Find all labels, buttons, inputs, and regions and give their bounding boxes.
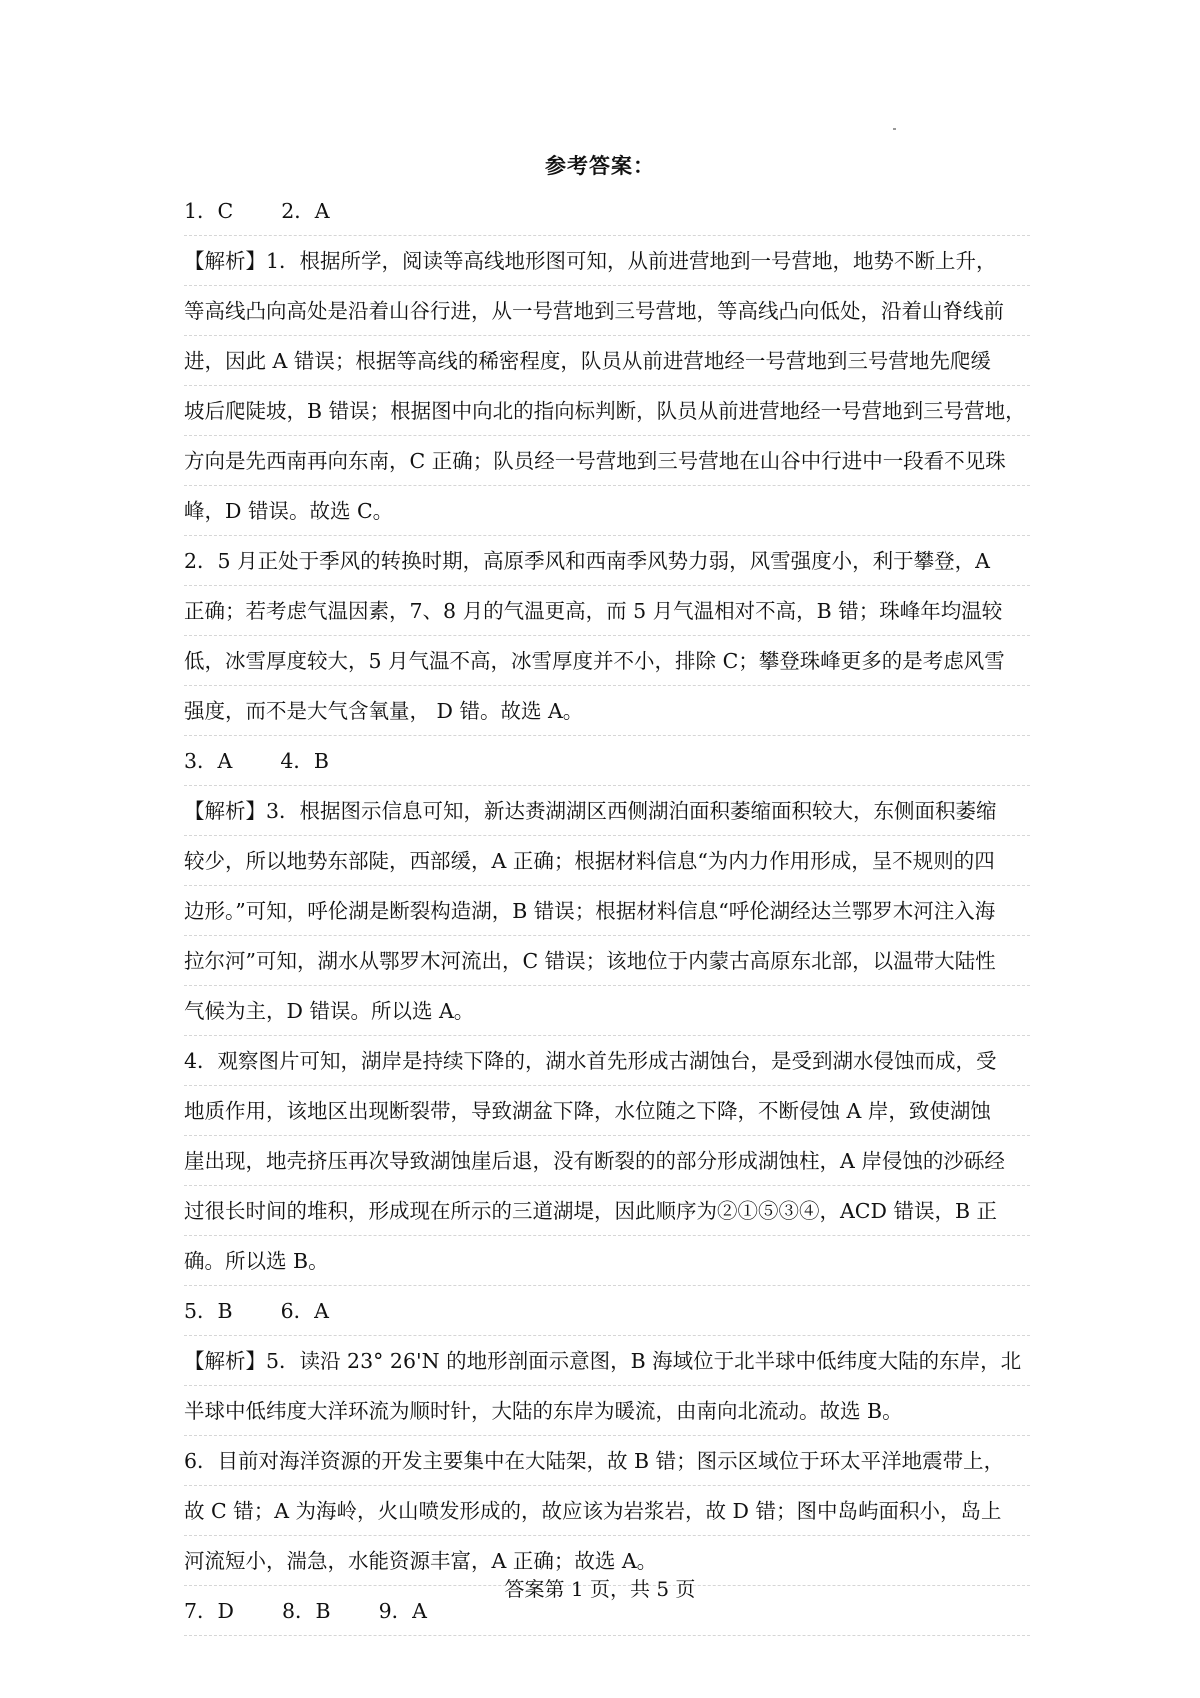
explanation-line: 【解析】3．根据图示信息可知，新达赉湖湖区西侧湖泊面积萎缩面积较大，东侧面积萎缩 <box>184 786 1030 836</box>
answer-content <box>184 186 1030 1636</box>
explanation-line: 正确；若考虑气温因素，7、8 月的气温更高，而 5 月气温相对不高，B 错；珠峰年均温较 <box>184 586 1030 636</box>
answer-item: 7．D <box>184 1599 234 1623</box>
answer-key-line <box>184 736 1030 786</box>
explanation-line: 崖出现，地壳挤压再次导致湖蚀崖后退，没有断裂的的部分形成湖蚀柱，A 岸侵蚀的沙砾经 <box>184 1136 1030 1186</box>
explanation-line: 低，冰雪厚度较大，5 月气温不高，冰雪厚度并不小，排除 C；攀登珠峰更多的是考虑风雪 <box>184 636 1030 686</box>
explanation-line: 边形。”可知，呼伦湖是断裂构造湖，B 错误；根据材料信息“呼伦湖经达兰鄂罗木河注入海 <box>184 886 1030 936</box>
page-title: 参考答案： <box>545 153 655 178</box>
answer-item: 5．B <box>184 1299 233 1323</box>
explanation-line: 【解析】5．读沿 23° 26'N 的地形剖面示意图，B 海域位于北半球中低纬度大陆的东岸，北 <box>184 1336 1030 1386</box>
answer-item: 3．A <box>184 749 233 773</box>
explanation-line: 确。所以选 B。 <box>184 1236 1030 1286</box>
answer-key-line <box>184 186 1030 236</box>
explanation-line: 方向是先西南再向东南，C 正确；队员经一号营地到三号营地在山谷中行进中一段看不见珠 <box>184 436 1030 486</box>
explanation-line: 坡后爬陡坡，B 错误；根据图中向北的指向标判断，队员从前进营地经一号营地到三号营地， <box>184 386 1030 436</box>
explanation-line: 地质作用，该地区出现断裂带，导致湖盆下降，水位随之下降，不断侵蚀 A 岸，致使湖蚀 <box>184 1086 1030 1136</box>
explanation-line: 4．观察图片可知，湖岸是持续下降的，湖水首先形成古湖蚀台，是受到湖水侵蚀而成，受 <box>184 1036 1030 1086</box>
page-footer: 答案第 1 页，共 5 页 <box>504 1577 696 1601</box>
scan-speck <box>893 128 896 130</box>
answer-item: 4．B <box>280 749 329 773</box>
explanation-line: 半球中低纬度大洋环流为顺时针，大陆的东岸为暖流，由南向北流动。故选 B。 <box>184 1386 1030 1436</box>
answer-item: 6．A <box>280 1299 329 1323</box>
explanation-line: 过很长时间的堆积，形成现在所示的三道湖堤，因此顺序为②①⑤③④，ACD 错误，B 正 <box>184 1186 1030 1236</box>
explanation-line: 拉尔河”可知，湖水从鄂罗木河流出，C 错误；该地位于内蒙古高原东北部，以温带大陆性 <box>184 936 1030 986</box>
explanation-line: 较少，所以地势东部陡，西部缓，A 正确；根据材料信息“为内力作用形成，呈不规则的四 <box>184 836 1030 886</box>
explanation-line: 河流短小，湍急，水能资源丰富，A 正确；故选 A。 <box>184 1536 1030 1586</box>
explanation-line: 强度，而不是大气含氧量， D 错。故选 A。 <box>184 686 1030 736</box>
explanation-line: 2．5 月正处于季风的转换时期，高原季风和西南季风势力弱，风雪强度小，利于攀登，A <box>184 536 1030 586</box>
explanation-line: 【解析】1．根据所学，阅读等高线地形图可知，从前进营地到一号营地，地势不断上升， <box>184 236 1030 286</box>
answer-item: 9．A <box>378 1599 427 1623</box>
explanation-line: 6．目前对海洋资源的开发主要集中在大陆架，故 B 错；图示区域位于环太平洋地震带上， <box>184 1436 1030 1486</box>
explanation-line: 进，因此 A 错误；根据等高线的稀密程度，队员从前进营地经一号营地到三号营地先爬缓 <box>184 336 1030 386</box>
answer-item: 8．B <box>281 1599 331 1623</box>
answer-item: 1．C <box>184 199 234 223</box>
explanation-line: 故 C 错；A 为海岭，火山喷发形成的，故应该为岩浆岩，故 D 错；图中岛屿面积小，岛上 <box>184 1486 1030 1536</box>
explanation-line: 等高线凸向高处是沿着山谷行进，从一号营地到三号营地，等高线凸向低处，沿着山脊线前 <box>184 286 1030 336</box>
explanation-line: 峰，D 错误。故选 C。 <box>184 486 1030 536</box>
answer-key-line <box>184 1286 1030 1336</box>
answer-item: 2．A <box>281 199 330 223</box>
explanation-line: 气候为主，D 错误。所以选 A。 <box>184 986 1030 1036</box>
